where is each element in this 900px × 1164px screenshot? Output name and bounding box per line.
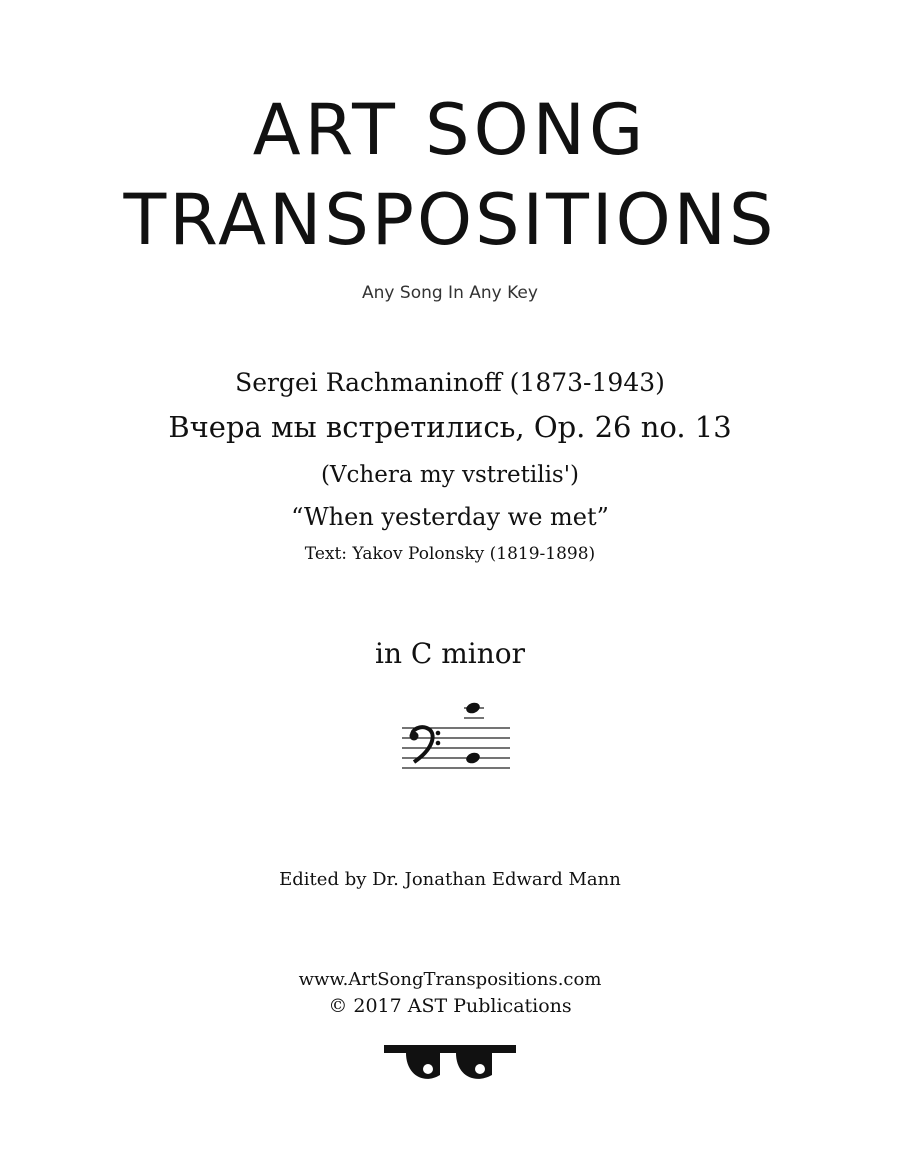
brand-title-line1: ART SONG	[252, 89, 648, 171]
brand-tagline: Any Song In Any Key	[362, 283, 538, 303]
bass-clef-range-icon	[400, 690, 515, 785]
composer: Sergei Rachmaninoff (1873-1943)	[235, 368, 665, 397]
song-transliteration: (Vchera my vstretilis')	[320, 462, 580, 488]
brand-title-line2: TRANSPOSITIONS	[123, 179, 777, 261]
song-english-title: “When yesterday we met”	[291, 503, 609, 531]
website-link[interactable]: www.ArtSongTranspositions.com	[298, 969, 602, 990]
key-label: in C minor	[375, 637, 525, 670]
ast-logo-icon	[384, 1045, 516, 1090]
text-credit: Text: Yakov Polonsky (1819-1898)	[304, 544, 596, 564]
copyright: © 2017 AST Publications	[328, 995, 572, 1017]
song-title: Вчера мы встретились, Op. 26 no. 13	[168, 410, 732, 444]
editor-credit: Edited by Dr. Jonathan Edward Mann	[279, 869, 621, 890]
